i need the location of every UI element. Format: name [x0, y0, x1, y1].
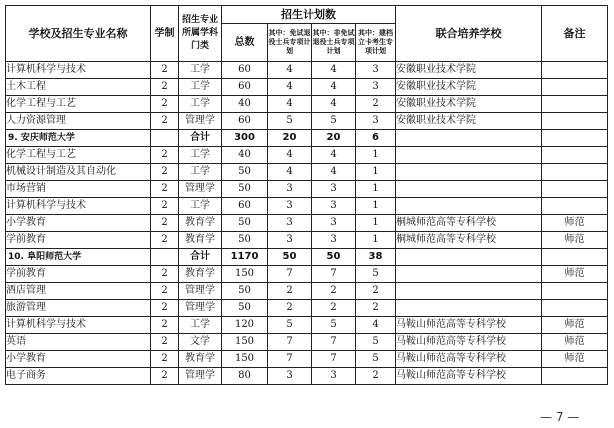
table-row	[6, 198, 608, 215]
major-name: 计算机科学与技术	[6, 317, 151, 334]
nonexempt-veteran: 7	[312, 351, 356, 368]
major-name: 化学工程与工艺	[6, 96, 151, 113]
total: 60	[222, 62, 268, 79]
school-summary-row	[6, 249, 608, 266]
remark: 师范	[542, 232, 608, 249]
header-partner: 联合培养学校	[396, 6, 542, 62]
nonexempt-veteran: 3	[312, 181, 356, 198]
major-name: 酒店管理	[6, 283, 151, 300]
major-name: 市场营销	[6, 181, 151, 198]
partner-school: 安徽职业技术学院	[396, 113, 542, 130]
major-name: 计算机科学与技术	[6, 198, 151, 215]
partner-school	[396, 283, 542, 300]
header-category: 招生专业所属学科门类	[179, 6, 222, 62]
category: 文学	[179, 334, 222, 351]
category: 工学	[179, 198, 222, 215]
table-row	[6, 96, 608, 113]
category: 管理学	[179, 283, 222, 300]
table-row	[6, 317, 608, 334]
category: 工学	[179, 62, 222, 79]
exempt-veteran: 4	[268, 96, 312, 113]
years: 2	[151, 198, 179, 215]
major-name: 学前教育	[6, 266, 151, 283]
total: 50	[222, 300, 268, 317]
major-name: 电子商务	[6, 368, 151, 385]
nonexempt-veteran: 4	[312, 164, 356, 181]
table-row	[6, 181, 608, 198]
poverty-plan: 2	[356, 96, 396, 113]
remark: 师范	[542, 334, 608, 351]
table-header	[6, 6, 608, 62]
poverty-plan: 2	[356, 368, 396, 385]
remark	[542, 300, 608, 317]
remark	[542, 62, 608, 79]
table-row	[6, 147, 608, 164]
exempt-veteran: 2	[268, 283, 312, 300]
header-remark: 备注	[542, 6, 608, 62]
nonexempt-veteran: 5	[312, 113, 356, 130]
header-total: 总数	[222, 24, 268, 62]
nonexempt-veteran: 7	[312, 266, 356, 283]
total: 80	[222, 368, 268, 385]
table-row	[6, 334, 608, 351]
total: 40	[222, 96, 268, 113]
exempt-veteran: 4	[268, 79, 312, 96]
partner-school: 安徽职业技术学院	[396, 96, 542, 113]
poverty-plan: 5	[356, 334, 396, 351]
years: 2	[151, 181, 179, 198]
category: 工学	[179, 147, 222, 164]
sum-poverty-plan: 38	[356, 249, 396, 266]
major-name: 化学工程与工艺	[6, 147, 151, 164]
years: 2	[151, 164, 179, 181]
partner-school: 桐城师范高等专科学校	[396, 232, 542, 249]
major-name: 英语	[6, 334, 151, 351]
years: 2	[151, 283, 179, 300]
category: 教育学	[179, 232, 222, 249]
total: 50	[222, 181, 268, 198]
years: 2	[151, 368, 179, 385]
major-name: 人力资源管理	[6, 113, 151, 130]
years: 2	[151, 300, 179, 317]
poverty-plan: 1	[356, 164, 396, 181]
sum-label: 合计	[179, 249, 222, 266]
total: 60	[222, 79, 268, 96]
table-row	[6, 215, 608, 232]
remark	[542, 283, 608, 300]
nonexempt-veteran: 3	[312, 232, 356, 249]
partner-school	[396, 181, 542, 198]
major-name: 学前教育	[6, 232, 151, 249]
years: 2	[151, 79, 179, 96]
partner-school: 安徽职业技术学院	[396, 62, 542, 79]
poverty-plan: 2	[356, 300, 396, 317]
sum-exempt-veteran: 50	[268, 249, 312, 266]
partner-school: 桐城师范高等专科学校	[396, 215, 542, 232]
category: 工学	[179, 164, 222, 181]
exempt-veteran: 3	[268, 181, 312, 198]
nonexempt-veteran: 4	[312, 62, 356, 79]
category: 教育学	[179, 266, 222, 283]
table-row	[6, 164, 608, 181]
total: 150	[222, 334, 268, 351]
remark	[542, 147, 608, 164]
category: 管理学	[179, 113, 222, 130]
exempt-veteran: 3	[268, 232, 312, 249]
major-name: 计算机科学与技术	[6, 62, 151, 79]
sum-poverty-plan: 6	[356, 130, 396, 147]
poverty-plan: 2	[356, 283, 396, 300]
partner-school	[396, 266, 542, 283]
total: 50	[222, 232, 268, 249]
remark	[542, 198, 608, 215]
poverty-plan: 4	[356, 317, 396, 334]
nonexempt-veteran: 5	[312, 317, 356, 334]
enrollment-plan-table	[5, 5, 608, 385]
total: 40	[222, 147, 268, 164]
remark: 师范	[542, 317, 608, 334]
partner-school	[396, 164, 542, 181]
poverty-plan: 5	[356, 266, 396, 283]
years: 2	[151, 113, 179, 130]
partner-school: 马鞍山师范高等专科学校	[396, 334, 542, 351]
partner-school: 马鞍山师范高等专科学校	[396, 368, 542, 385]
partner-school	[396, 249, 542, 266]
years: 2	[151, 215, 179, 232]
category: 教育学	[179, 215, 222, 232]
nonexempt-veteran: 3	[312, 198, 356, 215]
years	[151, 249, 179, 266]
poverty-plan: 1	[356, 147, 396, 164]
exempt-veteran: 5	[268, 113, 312, 130]
table-row	[6, 368, 608, 385]
category: 工学	[179, 96, 222, 113]
exempt-veteran: 3	[268, 368, 312, 385]
header-duration: 学制	[151, 6, 179, 62]
total: 50	[222, 215, 268, 232]
major-name: 旅游管理	[6, 300, 151, 317]
remark	[542, 249, 608, 266]
years	[151, 130, 179, 147]
total: 50	[222, 283, 268, 300]
remark: 师范	[542, 351, 608, 368]
remark	[542, 181, 608, 198]
poverty-plan: 3	[356, 113, 396, 130]
category: 管理学	[179, 181, 222, 198]
years: 2	[151, 266, 179, 283]
category: 管理学	[179, 368, 222, 385]
sum-total: 300	[222, 130, 268, 147]
school-name: 10. 阜阳师范大学	[6, 249, 151, 266]
exempt-veteran: 5	[268, 317, 312, 334]
remark	[542, 96, 608, 113]
table-body	[6, 62, 608, 385]
poverty-plan: 1	[356, 232, 396, 249]
table-row	[6, 79, 608, 96]
total: 150	[222, 266, 268, 283]
nonexempt-veteran: 4	[312, 96, 356, 113]
table-row	[6, 113, 608, 130]
years: 2	[151, 334, 179, 351]
school-name: 9. 安庆师范大学	[6, 130, 151, 147]
remark	[542, 164, 608, 181]
category: 教育学	[179, 351, 222, 368]
category: 管理学	[179, 300, 222, 317]
exempt-veteran: 4	[268, 62, 312, 79]
partner-school	[396, 147, 542, 164]
sum-total: 1170	[222, 249, 268, 266]
partner-school: 安徽职业技术学院	[396, 79, 542, 96]
poverty-plan: 5	[356, 351, 396, 368]
header-exempt-veteran: 其中：免试退役士兵专项计划	[268, 24, 312, 62]
sum-label: 合计	[179, 130, 222, 147]
exempt-veteran: 3	[268, 215, 312, 232]
header-plan-group: 招生计划数	[222, 6, 396, 24]
nonexempt-veteran: 2	[312, 300, 356, 317]
poverty-plan: 1	[356, 181, 396, 198]
remark	[542, 79, 608, 96]
poverty-plan: 3	[356, 62, 396, 79]
table-row	[6, 283, 608, 300]
years: 2	[151, 351, 179, 368]
category: 工学	[179, 317, 222, 334]
partner-school: 马鞍山师范高等专科学校	[396, 317, 542, 334]
sum-nonexempt-veteran: 20	[312, 130, 356, 147]
page-number: — 7 —	[540, 410, 580, 424]
exempt-veteran: 4	[268, 147, 312, 164]
total: 150	[222, 351, 268, 368]
years: 2	[151, 232, 179, 249]
major-name: 小学教育	[6, 215, 151, 232]
poverty-plan: 3	[356, 79, 396, 96]
remark	[542, 113, 608, 130]
total: 120	[222, 317, 268, 334]
header-name: 学校及招生专业名称	[6, 6, 151, 62]
exempt-veteran: 7	[268, 266, 312, 283]
major-name: 小学教育	[6, 351, 151, 368]
table-row	[6, 266, 608, 283]
major-name: 土木工程	[6, 79, 151, 96]
nonexempt-veteran: 4	[312, 147, 356, 164]
table-row	[6, 232, 608, 249]
partner-school	[396, 300, 542, 317]
nonexempt-veteran: 7	[312, 334, 356, 351]
nonexempt-veteran: 3	[312, 215, 356, 232]
total: 50	[222, 164, 268, 181]
exempt-veteran: 7	[268, 351, 312, 368]
school-summary-row	[6, 130, 608, 147]
nonexempt-veteran: 4	[312, 79, 356, 96]
years: 2	[151, 147, 179, 164]
partner-school	[396, 198, 542, 215]
exempt-veteran: 3	[268, 198, 312, 215]
years: 2	[151, 96, 179, 113]
remark	[542, 368, 608, 385]
exempt-veteran: 2	[268, 300, 312, 317]
years: 2	[151, 62, 179, 79]
remark: 师范	[542, 266, 608, 283]
poverty-plan: 1	[356, 215, 396, 232]
years: 2	[151, 317, 179, 334]
exempt-veteran: 7	[268, 334, 312, 351]
exempt-veteran: 4	[268, 164, 312, 181]
remark: 师范	[542, 215, 608, 232]
partner-school	[396, 130, 542, 147]
sum-nonexempt-veteran: 50	[312, 249, 356, 266]
table-row	[6, 351, 608, 368]
header-nonexempt-veteran: 其中：非免试退役士兵专项计划	[312, 24, 356, 62]
table-row	[6, 62, 608, 79]
major-name: 机械设计制造及其自动化	[6, 164, 151, 181]
total: 60	[222, 198, 268, 215]
nonexempt-veteran: 2	[312, 283, 356, 300]
total: 60	[222, 113, 268, 130]
remark	[542, 130, 608, 147]
table-row	[6, 300, 608, 317]
header-poverty-plan: 其中：建档立卡考生专项计划	[356, 24, 396, 62]
poverty-plan: 1	[356, 198, 396, 215]
sum-exempt-veteran: 20	[268, 130, 312, 147]
partner-school: 马鞍山师范高等专科学校	[396, 351, 542, 368]
nonexempt-veteran: 3	[312, 368, 356, 385]
category: 工学	[179, 79, 222, 96]
